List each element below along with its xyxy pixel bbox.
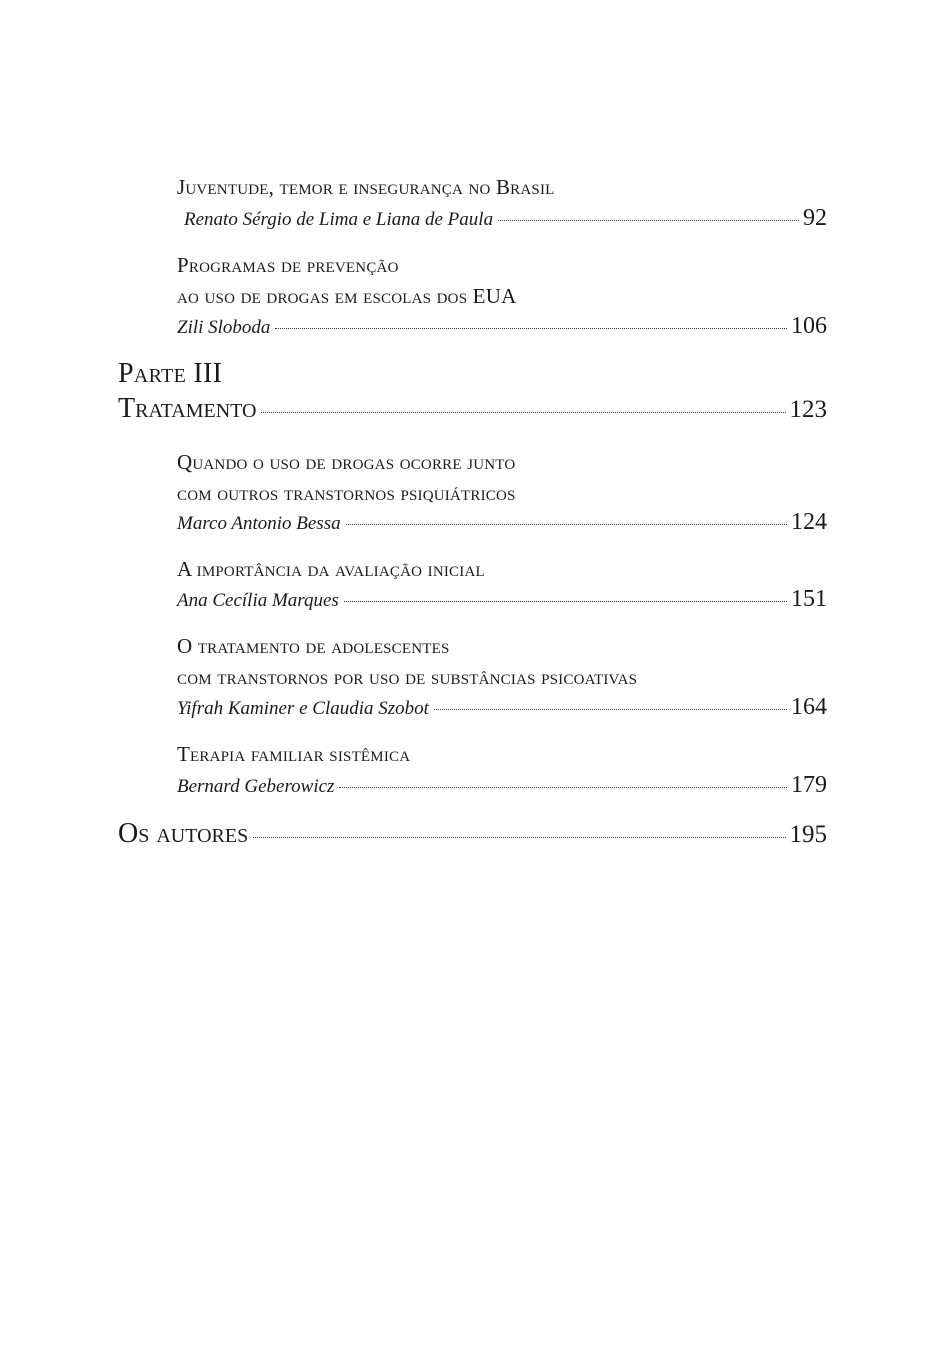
chapter-author: Zili Sloboda: [177, 317, 271, 338]
chapter-author: Yifrah Kaminer e Claudia Szobot: [177, 698, 429, 719]
dot-leader: [275, 328, 787, 329]
toc-entry-row: [177, 509, 827, 536]
dot-leader: [261, 412, 785, 413]
page-number: 164: [791, 694, 827, 720]
chapter-author: Marco Antonio Bessa: [177, 513, 341, 534]
chapter-title: ao uso de drogas em escolas dos EUA: [177, 284, 517, 308]
authors-section-row: [118, 818, 827, 850]
page-number: 92: [803, 205, 827, 231]
dot-leader: [434, 709, 787, 710]
toc-entry-row: [177, 694, 827, 721]
chapter-title: Programas de prevenção: [177, 253, 399, 277]
part-row: [118, 393, 827, 425]
chapter-title: com outros transtornos psiquiátricos: [177, 481, 516, 505]
dot-leader: [344, 601, 787, 602]
dot-leader: [339, 787, 787, 788]
toc-entry-row: [177, 772, 827, 799]
authors-section-title: Os autores: [118, 818, 249, 849]
chapter-title: com transtornos por uso de substâncias psicoativas: [177, 665, 638, 689]
chapter-title: Quando o uso de drogas ocorre junto: [177, 450, 516, 474]
toc-entry-row: [177, 586, 827, 613]
page-number: 106: [791, 313, 827, 339]
chapter-title: A importância da avaliação inicial: [177, 557, 485, 581]
chapter-author: Ana Cecília Marques: [177, 590, 339, 611]
toc-entry-row: [184, 205, 827, 232]
chapter-title: Juventude, temor e insegurança no Brasil: [177, 175, 555, 199]
chapter-title: Terapia familiar sistêmica: [177, 742, 411, 766]
part-title: Tratamento: [118, 393, 257, 424]
page-number: 151: [791, 586, 827, 612]
chapter-author: Renato Sérgio de Lima e Liana de Paula: [184, 209, 494, 230]
dot-leader: [346, 524, 787, 525]
page-number: 195: [789, 821, 827, 848]
page-number: 124: [791, 509, 827, 535]
toc-entry-row: [177, 313, 827, 340]
chapter-author: Bernard Geberowicz: [177, 776, 335, 797]
chapter-title: O tratamento de adolescentes: [177, 634, 450, 658]
dot-leader: [253, 837, 785, 838]
page-number: 123: [789, 396, 827, 423]
dot-leader: [498, 220, 799, 221]
part-label: Parte III: [118, 358, 223, 389]
page-number: 179: [791, 772, 827, 798]
